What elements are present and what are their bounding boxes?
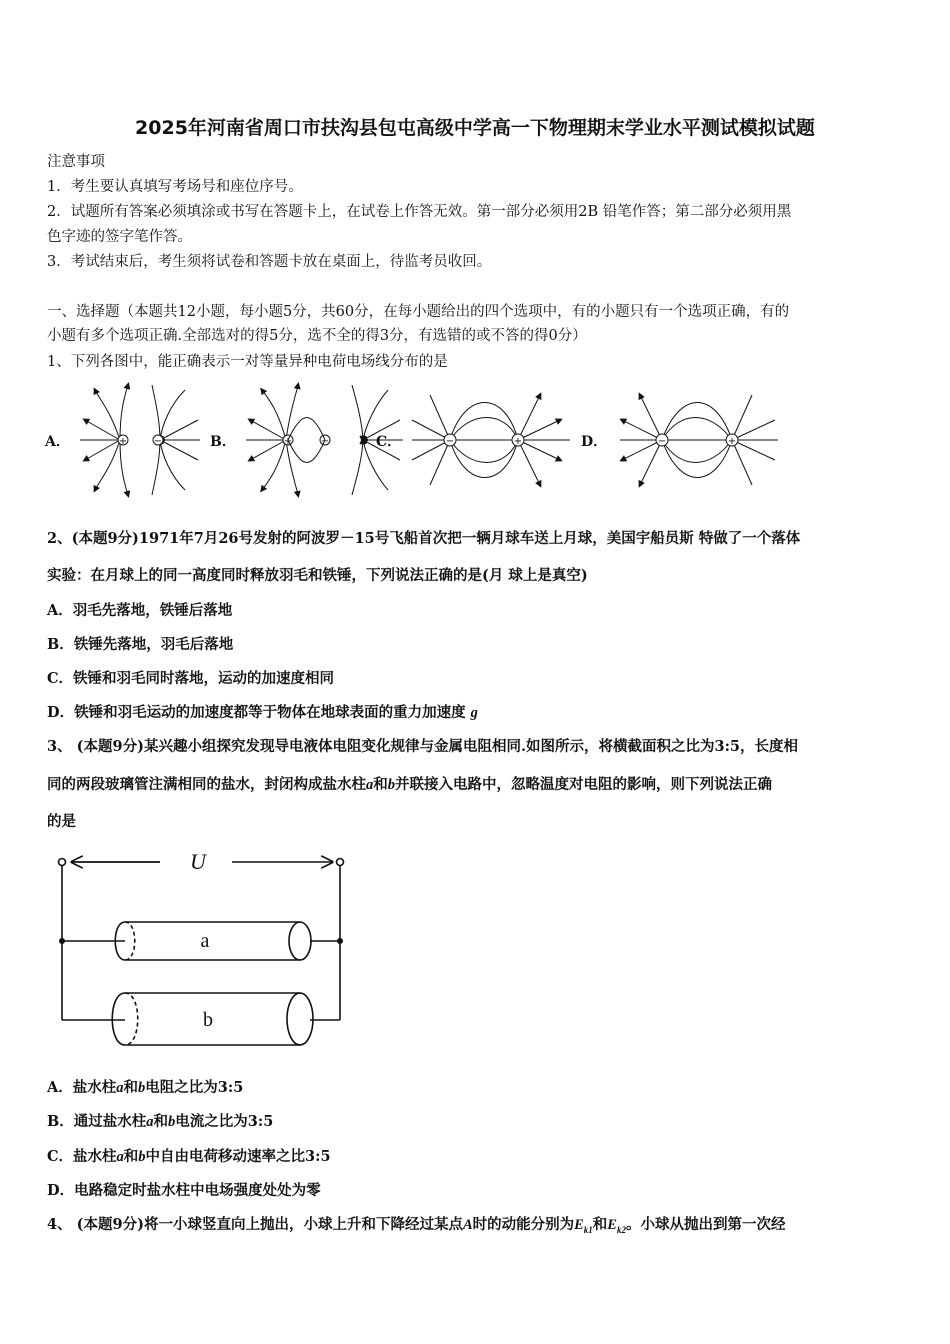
notice-heading: 注意事项 xyxy=(47,154,105,170)
q3-stem: 3、 (本题9分)某兴趣小组探究发现导电液体电阻变化规律与金属电阻相同.如图所示，将横截面积之比为3:5，长度相 xyxy=(47,738,799,755)
notice-item: 1．考生要认真填写考场号和座位序号。 xyxy=(47,179,303,195)
option-d-label: D． xyxy=(581,434,608,450)
q2-option-a: A．羽毛先落地，铁锤后落地 xyxy=(47,602,233,619)
notice-item: 2．试题所有答案必须填涂或书写在答题卡上，在试卷上作答无效。第一部分必须用2B 铅笔作答；第二部分必须用黑 xyxy=(47,204,792,220)
q3-option-b: B．通过盐水柱a和b电流之比为3:5 xyxy=(47,1113,274,1130)
q2-stem: 实验：在月球上的同一高度同时释放羽毛和铁锤，下列说法正确的是(月 球上是真空) xyxy=(47,567,588,584)
q2-option-d: D．铁锤和羽毛运动的加速度都等于物体在地球表面的重力加速度 g xyxy=(47,704,478,721)
q2-option-c: C．铁锤和羽毛同时落地，运动的加速度相同 xyxy=(47,670,335,687)
option-d-diagram xyxy=(620,395,778,485)
q3-option-d: D．电路稳定时盐水柱中电场强度处处为零 xyxy=(47,1182,321,1199)
charge-minus: − xyxy=(657,436,667,447)
charge-plus: + xyxy=(283,436,293,447)
page-title: 2025年河南省周口市扶沟县包屯高级中学高一下物理期末学业水平测试模拟试题 xyxy=(135,117,815,139)
q1-figure xyxy=(40,380,800,500)
notice-item: 3．考试结束后，考生须将试卷和答题卡放在桌面上，待监考员收回。 xyxy=(47,254,492,270)
tube-b-label: b xyxy=(203,1009,213,1031)
option-c-diagram xyxy=(412,395,570,485)
voltage-label: U xyxy=(190,850,206,874)
q4-stem: 4、 (本题9分)将一小球竖直向上抛出，小球上升和下降经过某点A时的动能分别为$E_{k1}$和$E_{k2}$。小球从抛出到第一次经 xyxy=(47,1216,786,1235)
option-a-diagram xyxy=(80,385,200,495)
tube-a-label: a xyxy=(200,930,210,952)
charge-plus: + xyxy=(118,436,128,447)
option-b-label: B． xyxy=(210,434,236,450)
section-heading: 一、选择题（本题共12小题，每小题5分，共60分，在每小题给出的四个选项中，有的小题只有一个选项正确，有的 xyxy=(47,304,790,320)
section-heading: 小题有多个选项正确.全部选对的得5分，选不全的得3分，有选错的或不答的得0分） xyxy=(47,328,587,344)
q2-stem: 2、(本题9分)1971年7月26号发射的阿波罗－15号飞船首次把一辆月球车送上月球，美国宇船员斯 特做了一个落体 xyxy=(47,530,801,547)
charge-plus: + xyxy=(513,436,523,447)
option-c-label: C． xyxy=(376,434,402,450)
q1-stem: 1、下列各图中，能正确表示一对等量异种电荷电场线分布的是 xyxy=(47,354,448,370)
charge-minus: − xyxy=(320,436,330,447)
charge-minus: − xyxy=(445,436,455,447)
charge-minus: − xyxy=(153,436,163,447)
q3-circuit-figure xyxy=(50,850,360,1062)
q3-stem: 的是 xyxy=(47,813,76,830)
q2-option-b: B．铁锤先落地，羽毛后落地 xyxy=(47,636,234,653)
charge-plus: + xyxy=(727,436,737,447)
q3-option-a: A．盐水柱a和b电阻之比为3:5 xyxy=(47,1079,244,1096)
q3-option-c: C．盐水柱a和b中自由电荷移动速率之比3:5 xyxy=(47,1148,331,1165)
notice-item: 色字迹的签字笔作答。 xyxy=(47,229,192,245)
option-a-label: A． xyxy=(45,434,70,450)
q3-stem: 同的两段玻璃管注满相同的盐水，封闭构成盐水柱a和b并联接入电路中，忽略温度对电阻的影响，则下列说法正确 xyxy=(47,776,772,793)
